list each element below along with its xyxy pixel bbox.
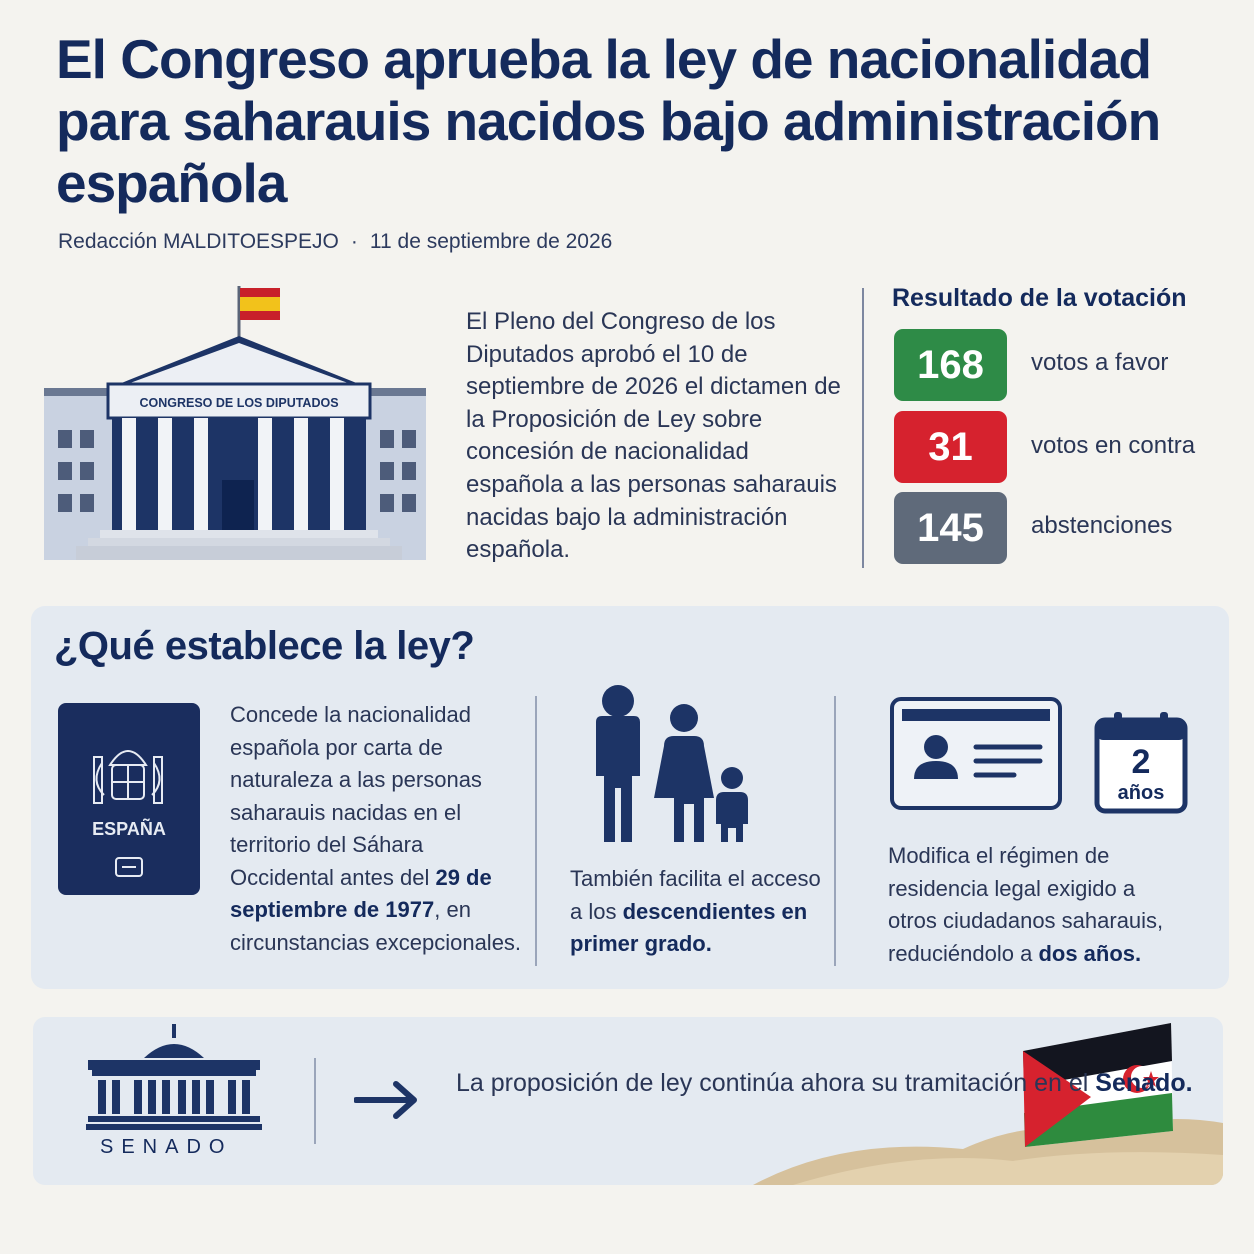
calendar-icon	[1094, 710, 1188, 814]
passport-label: ESPAÑA	[92, 819, 166, 839]
law-point-3: Modifica el régimen de residencia legal exigido a otros ciudadanos saharauis, reduciéndolo a dos años.	[888, 843, 1164, 966]
senate-text: La proposición de ley continúa ahora su tramitación en el Senado.	[456, 1069, 1193, 1097]
intro-text: El Pleno del Congreso de los Diputados aprobó el 10 de septiembre de 2026 el dictamen de la Proposición de Ley sobre concesión de nacionalidad española a las personas saharauis nacidas bajo la administración española.	[466, 308, 841, 564]
id-card-icon	[890, 697, 1062, 810]
law-point-2: También facilita el acceso a los descendientes en primer grado.	[570, 866, 821, 956]
spain-flag-icon	[240, 288, 280, 320]
votes-against-label: votos en contra	[1031, 432, 1196, 459]
congress-building-icon	[40, 280, 430, 570]
column-divider	[834, 696, 836, 966]
calendar-unit: años	[1117, 782, 1165, 804]
arrow-right-icon	[354, 1080, 420, 1120]
votes-against-badge: 31	[894, 411, 1007, 483]
byline-date: 11 de septiembre de 2026	[369, 230, 613, 253]
congress-sign: CONGRESO DE LOS DIPUTADOS	[139, 396, 339, 410]
votes-favor-badge: 168	[894, 329, 1007, 401]
law-title: ¿Qué establece la ley?	[54, 624, 475, 668]
headline: El Congreso aprueba la ley de nacionalidad para saharauis nacidos bajo administración española	[56, 28, 1161, 214]
byline	[58, 230, 612, 254]
divider	[862, 288, 864, 568]
votes-title: Resultado de la votación	[892, 284, 1187, 312]
senate-building-icon	[86, 1022, 262, 1132]
law-point-1: Concede la nacionalidad española por carta de naturaleza a las personas saharauis nacidas en el territorio del Sáhara Occidental antes del 29 de septiembre de 1977, en circunstancias excepcionales.	[230, 702, 522, 955]
abstentions-label: abstenciones	[1031, 512, 1173, 539]
byline-separator: ·	[350, 230, 358, 253]
votes-favor-label: votos a favor	[1031, 349, 1169, 376]
family-icon	[580, 684, 755, 844]
calendar-number: 2	[1131, 743, 1151, 781]
divider	[314, 1058, 316, 1144]
senado-label: SENADO	[100, 1136, 233, 1158]
column-divider	[535, 696, 537, 966]
passport-icon	[58, 703, 200, 895]
byline-author: Redacción MALDITOESPEJO	[58, 230, 339, 253]
abstentions-badge: 145	[894, 492, 1007, 564]
